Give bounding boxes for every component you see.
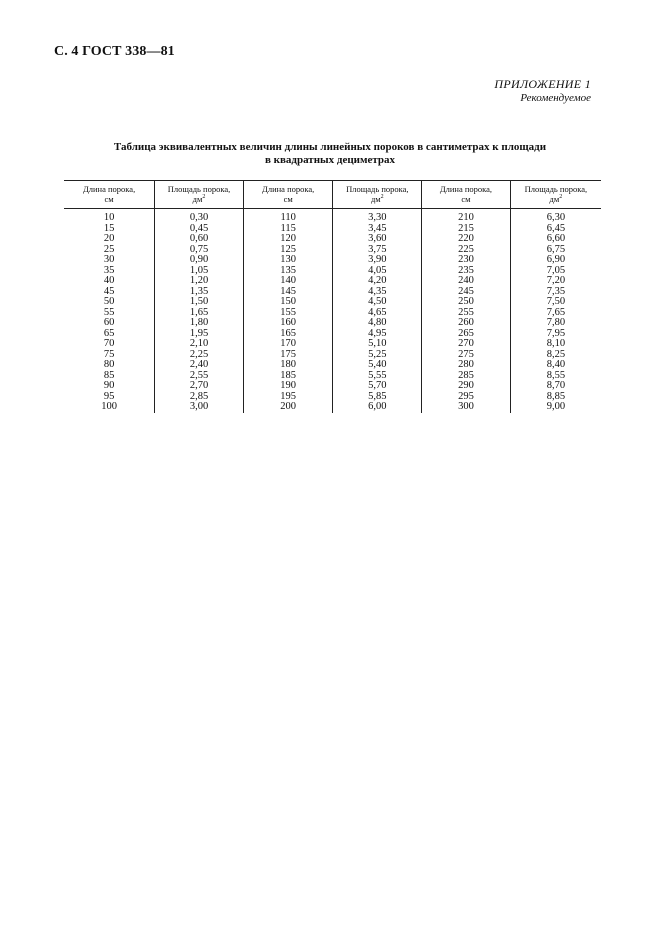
table-cell: 7,65 xyxy=(510,308,601,319)
table-row xyxy=(64,402,601,413)
table-cell: 7,05 xyxy=(510,266,601,277)
table-row xyxy=(64,360,601,371)
table-cell: 290 xyxy=(422,381,511,392)
table-cell: 250 xyxy=(422,297,511,308)
table-cell: 2,25 xyxy=(155,350,244,361)
table-row xyxy=(64,318,601,329)
table-cell: 115 xyxy=(243,224,333,235)
table-cell: 0,30 xyxy=(155,209,244,224)
table-cell: 210 xyxy=(422,209,511,224)
table-cell: 145 xyxy=(243,287,333,298)
column-header-label: Длина порока, xyxy=(82,184,136,194)
table-cell: 8,85 xyxy=(510,392,601,403)
table-cell: 240 xyxy=(422,276,511,287)
table-cell: 7,95 xyxy=(510,329,601,340)
column-header-unit: см xyxy=(283,194,293,204)
column-header-unit: см xyxy=(104,194,114,204)
table-cell: 4,65 xyxy=(333,308,422,319)
table-cell: 6,00 xyxy=(333,402,422,413)
column-header xyxy=(243,181,333,209)
table-cell: 4,50 xyxy=(333,297,422,308)
table-cell: 4,80 xyxy=(333,318,422,329)
table-cell: 180 xyxy=(243,360,333,371)
table-cell: 8,25 xyxy=(510,350,601,361)
table-cell: 190 xyxy=(243,381,333,392)
table-cell: 40 xyxy=(103,275,115,286)
table-cell: 3,60 xyxy=(333,234,422,245)
table-title xyxy=(60,141,600,167)
column-header xyxy=(510,181,601,209)
table-row xyxy=(64,371,601,382)
table-row xyxy=(64,234,601,245)
table-cell: 80 xyxy=(103,359,115,370)
table-cell: 25 xyxy=(103,243,115,255)
table-row xyxy=(64,287,601,298)
table-cell: 140 xyxy=(243,276,333,287)
table-cell: 4,20 xyxy=(333,276,422,287)
appendix-label xyxy=(494,77,591,105)
column-header-unit: дм xyxy=(192,194,203,204)
table-title-line-1: Таблица эквивалентных величин длины линейных пороков в сантиметрах к площади xyxy=(113,141,547,153)
table-cell: 285 xyxy=(422,371,511,382)
table-cell: 1,50 xyxy=(155,297,244,308)
table-cell: 175 xyxy=(243,350,333,361)
table-row xyxy=(64,255,601,266)
table-cell: 7,20 xyxy=(510,276,601,287)
table-cell: 7,50 xyxy=(510,297,601,308)
table-row xyxy=(64,381,601,392)
table-cell: 3,75 xyxy=(333,245,422,256)
column-header-unit: дм xyxy=(370,194,381,204)
table-cell: 65 xyxy=(103,327,115,339)
table-cell: 7,35 xyxy=(510,287,601,298)
header-row xyxy=(64,181,601,209)
table-cell: 8,10 xyxy=(510,339,601,350)
table-cell: 165 xyxy=(243,329,333,340)
table-cell: 6,60 xyxy=(510,234,601,245)
column-header-unit: см xyxy=(461,194,471,204)
table-cell: 0,60 xyxy=(155,234,244,245)
table-row xyxy=(64,245,601,256)
table-cell: 85 xyxy=(103,369,115,381)
column-header xyxy=(333,181,422,209)
table-row xyxy=(64,350,601,361)
table-cell: 1,20 xyxy=(155,276,244,287)
table-row xyxy=(64,297,601,308)
table-cell: 275 xyxy=(422,350,511,361)
table-row xyxy=(64,308,601,319)
table-title-line-2: в квадратных дециметрах xyxy=(264,154,396,166)
table-cell: 7,80 xyxy=(510,318,601,329)
column-header xyxy=(155,181,244,209)
table-cell: 0,75 xyxy=(155,245,244,256)
table-cell: 3,00 xyxy=(155,402,244,413)
table-cell: 45 xyxy=(103,285,115,297)
table-cell: 3,90 xyxy=(333,255,422,266)
table-cell: 155 xyxy=(243,308,333,319)
table-cell: 70 xyxy=(103,338,115,349)
table-body xyxy=(64,209,601,413)
table-cell: 300 xyxy=(422,402,511,413)
table-cell: 1,35 xyxy=(155,287,244,298)
table-cell: 6,90 xyxy=(510,255,601,266)
table-cell: 5,55 xyxy=(333,371,422,382)
table-cell: 55 xyxy=(103,306,115,318)
table-cell: 2,40 xyxy=(155,360,244,371)
column-header-unit: дм xyxy=(549,194,560,204)
table-cell: 280 xyxy=(422,360,511,371)
table-cell: 2,70 xyxy=(155,381,244,392)
appendix-subtitle: Рекомендуемое xyxy=(520,92,591,104)
table-cell: 60 xyxy=(103,317,115,328)
table-cell: 1,80 xyxy=(155,318,244,329)
table-cell: 130 xyxy=(243,255,333,266)
table-cell: 135 xyxy=(243,266,333,277)
table-cell: 3,30 xyxy=(333,209,422,224)
table-cell: 185 xyxy=(243,371,333,382)
table-cell: 50 xyxy=(103,296,115,307)
column-header-label: Площадь порока, xyxy=(524,184,588,194)
table-cell: 265 xyxy=(422,329,511,340)
table-cell: 8,40 xyxy=(510,360,601,371)
column-header xyxy=(422,181,511,209)
table-cell: 260 xyxy=(422,318,511,329)
table-cell: 215 xyxy=(422,224,511,235)
table-row xyxy=(64,266,601,277)
table-cell: 20 xyxy=(103,233,115,244)
table-cell: 0,90 xyxy=(155,255,244,266)
table-cell: 9,00 xyxy=(510,402,601,413)
appendix-title: ПРИЛОЖЕНИЕ 1 xyxy=(494,77,591,91)
column-header xyxy=(64,181,155,209)
table-cell: 1,95 xyxy=(155,329,244,340)
table-cell: 0,45 xyxy=(155,224,244,235)
table-cell: 4,95 xyxy=(333,329,422,340)
table-cell: 6,75 xyxy=(510,245,601,256)
table-row xyxy=(64,209,601,224)
table-row xyxy=(64,339,601,350)
table-cell: 4,05 xyxy=(333,266,422,277)
table-cell: 15 xyxy=(103,222,115,234)
table-cell: 235 xyxy=(422,266,511,277)
table-cell: 8,55 xyxy=(510,371,601,382)
column-header-label: Длина порока, xyxy=(439,184,493,194)
table-cell: 8,70 xyxy=(510,381,601,392)
table-cell: 2,85 xyxy=(155,392,244,403)
table-cell: 295 xyxy=(422,392,511,403)
table-row xyxy=(64,392,601,403)
column-header-unit-exponent: 2 xyxy=(380,194,384,201)
table-cell: 1,65 xyxy=(155,308,244,319)
table-cell: 35 xyxy=(103,264,115,276)
table-cell: 200 xyxy=(243,402,333,413)
table-cell: 225 xyxy=(422,245,511,256)
table-cell: 5,10 xyxy=(333,339,422,350)
table-cell: 245 xyxy=(422,287,511,298)
equivalence-table xyxy=(64,180,601,413)
table-cell: 5,70 xyxy=(333,381,422,392)
table-cell: 10 xyxy=(103,212,115,223)
table-cell: 125 xyxy=(243,245,333,256)
column-header-label: Длина порока, xyxy=(262,184,315,194)
table-header xyxy=(64,181,601,209)
table-cell: 5,85 xyxy=(333,392,422,403)
table-row xyxy=(64,329,601,340)
table-cell: 110 xyxy=(243,209,333,224)
column-header-unit-exponent: 2 xyxy=(559,194,563,201)
table-row xyxy=(64,224,601,235)
table-cell: 2,55 xyxy=(155,371,244,382)
table-cell: 100 xyxy=(101,401,117,412)
table-cell: 160 xyxy=(243,318,333,329)
table-cell: 1,05 xyxy=(155,266,244,277)
table-cell: 270 xyxy=(422,339,511,350)
table-cell: 95 xyxy=(103,390,115,402)
table-cell: 6,45 xyxy=(510,224,601,235)
table-cell: 120 xyxy=(243,234,333,245)
table-cell: 5,25 xyxy=(333,350,422,361)
table-cell: 4,35 xyxy=(333,287,422,298)
page-header: С. 4 ГОСТ 338—81 xyxy=(54,44,175,59)
table-cell: 220 xyxy=(422,234,511,245)
table-cell: 230 xyxy=(422,255,511,266)
table-row xyxy=(64,276,601,287)
table-cell: 5,40 xyxy=(333,360,422,371)
table-cell: 75 xyxy=(103,348,115,360)
column-header-unit-exponent: 2 xyxy=(202,194,206,201)
table-cell: 170 xyxy=(243,339,333,350)
table-cell: 255 xyxy=(422,308,511,319)
table-cell: 195 xyxy=(243,392,333,403)
table-cell: 90 xyxy=(103,380,115,391)
column-header-label: Площадь порока, xyxy=(346,184,409,194)
column-header-label: Площадь порока, xyxy=(167,184,231,194)
table-cell: 30 xyxy=(103,254,115,265)
table-cell: 150 xyxy=(243,297,333,308)
table-cell: 6,30 xyxy=(510,209,601,224)
table-cell: 2,10 xyxy=(155,339,244,350)
table-cell: 3,45 xyxy=(333,224,422,235)
